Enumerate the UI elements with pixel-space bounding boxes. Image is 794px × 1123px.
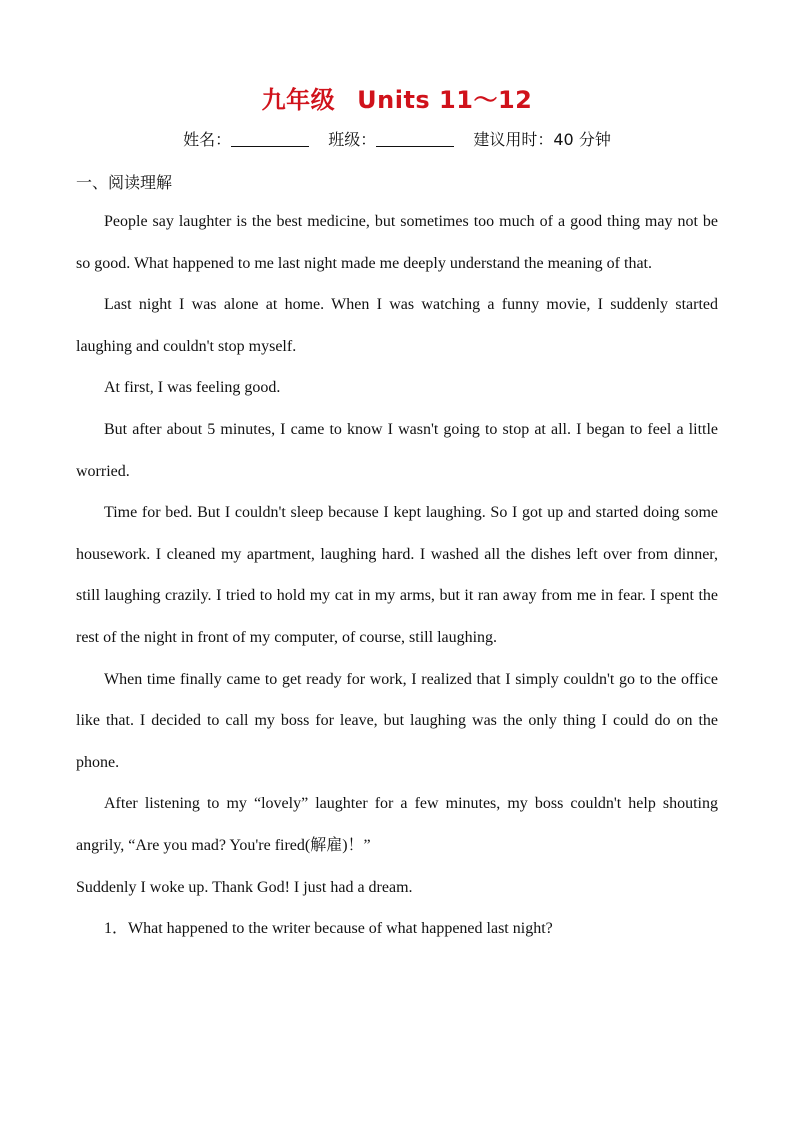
passage-paragraph: Last night I was alone at home. When I was watching a funny movie, I suddenly started laughing and couldn't stop myself.	[76, 296, 718, 355]
question-number: 1．	[104, 920, 129, 938]
passage-paragraph: After listening to my “lovely” laughter for a few minutes, my boss couldn't help shouting angrily, “Are you mad? You're fired(解雇)！”	[76, 795, 718, 854]
student-info-line	[0, 127, 794, 150]
passage-paragraph: Time for bed. But I couldn't sleep because I kept laughing. So I got up and started doing some housework. I cleaned my apartment, laughing hard. I washed all the dishes left over from dinner, still laughing crazily. I tried to hold my cat in my arms, but it ran away from me in fear. I spent the rest of the night in front of my computer, of course, still laughing.	[76, 504, 718, 646]
suggested-time: 建议用时：40 分钟	[473, 130, 611, 149]
class-blank[interactable]	[376, 132, 454, 147]
title-grade: 九年级	[261, 86, 336, 114]
title-units: Units 11～12	[357, 86, 533, 114]
name-blank[interactable]	[231, 132, 309, 147]
question-item	[76, 908, 718, 950]
class-label: 班级：	[328, 130, 377, 149]
passage-paragraph: But after about 5 minutes, I came to know I wasn't going to stop at all. I began to feel a little worried.	[76, 420, 718, 480]
question-text: What happened to the writer because of what happened last night?	[128, 920, 553, 938]
section-heading: 一、阅读理解	[76, 173, 173, 192]
passage-paragraph: When time finally came to get ready for work, I realized that I simply couldn't go to the office like that. I decided to call my boss for leave, but laughing was the only thing I could do on the phone.	[76, 670, 718, 771]
reading-passage	[76, 201, 718, 950]
name-label: 姓名：	[183, 130, 232, 149]
passage-paragraph: People say laughter is the best medicine, but sometimes too much of a good thing may not be so good. What happened to me last night made me deeply understand the meaning of that.	[76, 213, 718, 272]
page-title	[0, 80, 794, 115]
passage-paragraph: Suddenly I woke up. Thank God! I just had a dream.	[76, 878, 413, 896]
passage-paragraph: At first, I was feeling good.	[104, 379, 281, 397]
